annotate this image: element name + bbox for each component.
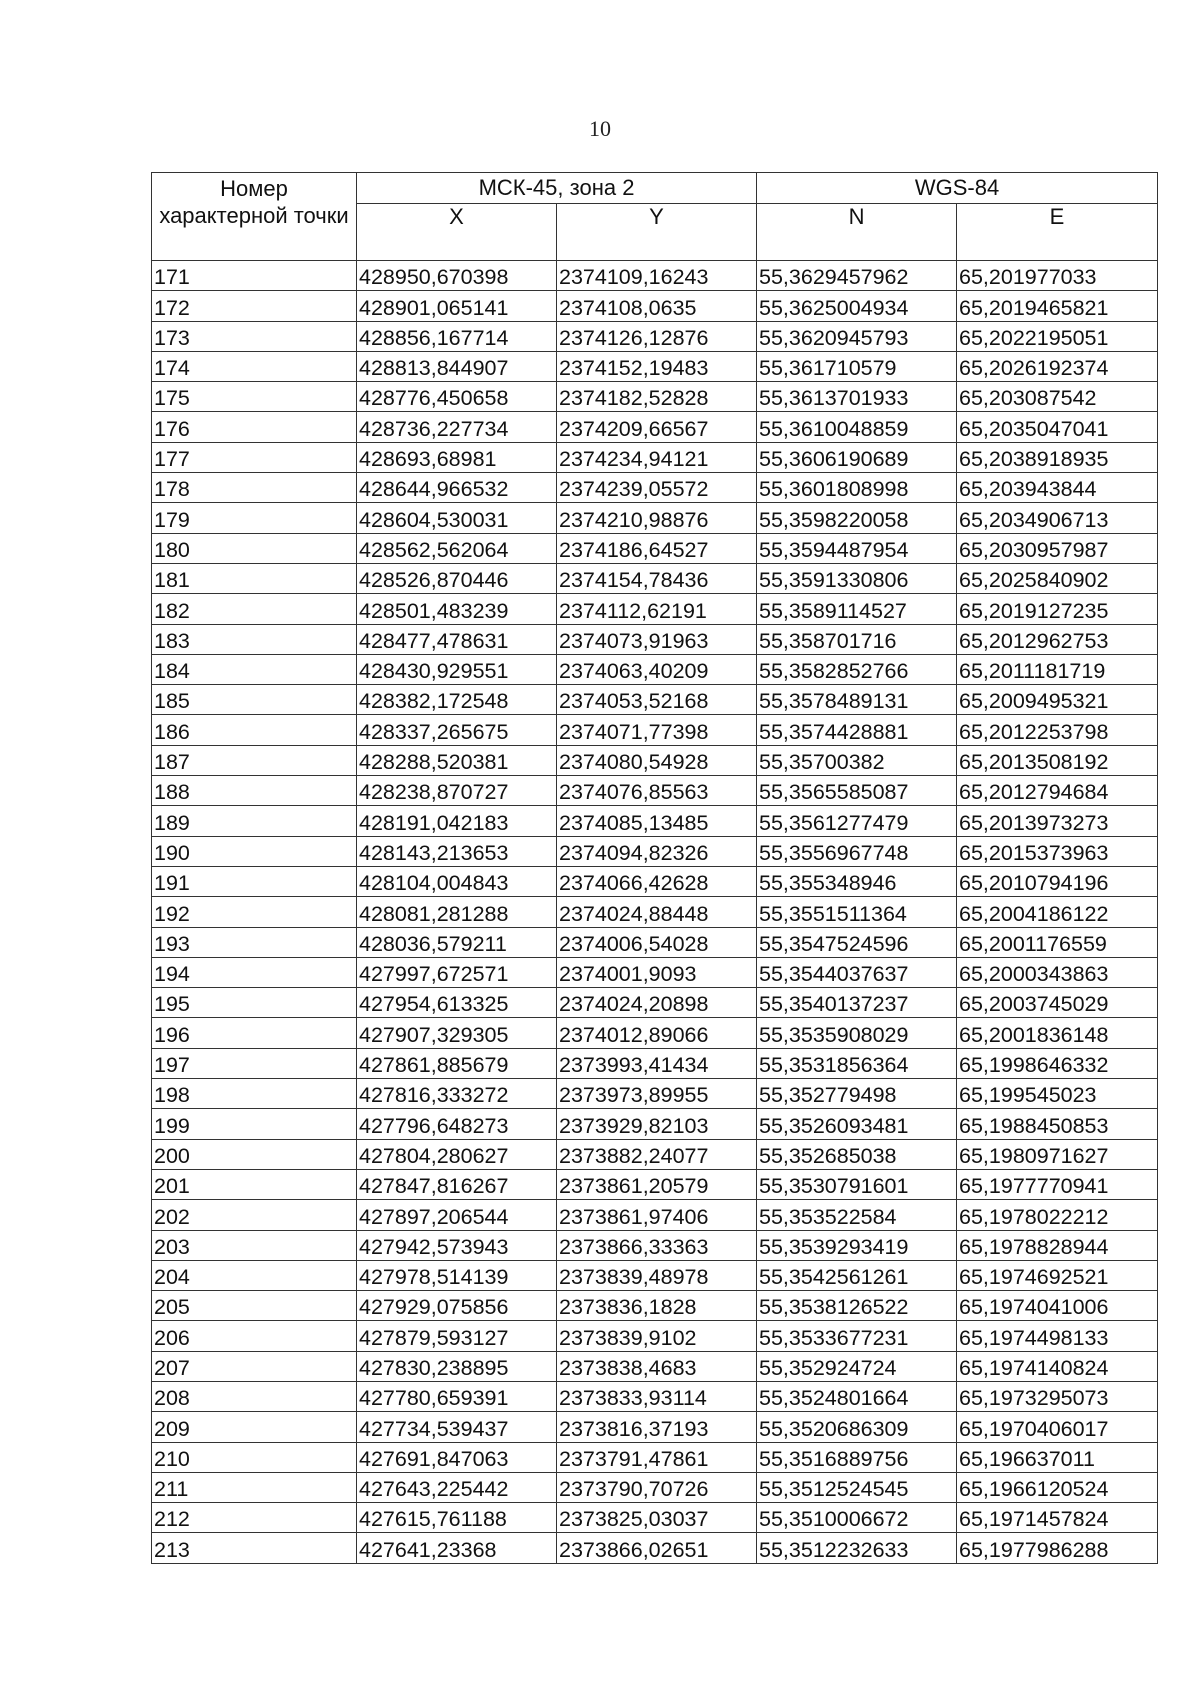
y-cell: 2374094,82326 xyxy=(557,836,757,866)
table-row xyxy=(152,1200,1158,1230)
point-number-cell: 200 xyxy=(152,1139,357,1169)
x-cell: 427734,539437 xyxy=(357,1412,557,1442)
point-number-cell: 177 xyxy=(152,442,357,472)
table-row xyxy=(152,1381,1158,1411)
n-cell: 55,3589114527 xyxy=(757,594,957,624)
x-cell: 428901,065141 xyxy=(357,291,557,321)
y-cell: 2374006,54028 xyxy=(557,927,757,957)
table-row xyxy=(152,806,1158,836)
x-cell: 427942,573943 xyxy=(357,1230,557,1260)
y-cell: 2373825,03037 xyxy=(557,1503,757,1533)
n-cell: 55,3547524596 xyxy=(757,927,957,957)
n-cell: 55,3610048859 xyxy=(757,412,957,442)
x-cell: 427643,225442 xyxy=(357,1472,557,1502)
point-number-cell: 205 xyxy=(152,1291,357,1321)
n-cell: 55,3591330806 xyxy=(757,563,957,593)
n-cell: 55,3594487954 xyxy=(757,533,957,563)
n-cell: 55,358701716 xyxy=(757,624,957,654)
point-number-cell: 189 xyxy=(152,806,357,836)
y-cell: 2374109,16243 xyxy=(557,261,757,291)
y-cell: 2374152,19483 xyxy=(557,351,757,381)
n-cell: 55,3531856364 xyxy=(757,1048,957,1078)
table-row xyxy=(152,957,1158,987)
point-number-cell: 201 xyxy=(152,1169,357,1199)
e-cell: 65,1977986288 xyxy=(957,1533,1158,1563)
coordinates-table xyxy=(151,172,1158,1564)
x-cell: 428191,042183 xyxy=(357,806,557,836)
table-row xyxy=(152,866,1158,896)
point-number-cell: 195 xyxy=(152,988,357,1018)
table-row xyxy=(152,1472,1158,1502)
x-cell: 427847,816267 xyxy=(357,1169,557,1199)
point-number-cell: 213 xyxy=(152,1533,357,1563)
x-cell: 428693,68981 xyxy=(357,442,557,472)
table-row xyxy=(152,291,1158,321)
x-cell: 427780,659391 xyxy=(357,1381,557,1411)
e-cell: 65,2013508192 xyxy=(957,745,1158,775)
point-number-cell: 202 xyxy=(152,1200,357,1230)
x-cell: 428562,562064 xyxy=(357,533,557,563)
table-row xyxy=(152,1412,1158,1442)
point-number-cell: 181 xyxy=(152,563,357,593)
point-number-cell: 174 xyxy=(152,351,357,381)
e-cell: 65,2015373963 xyxy=(957,836,1158,866)
y-cell: 2374071,77398 xyxy=(557,715,757,745)
e-cell: 65,2009495321 xyxy=(957,685,1158,715)
point-number-cell: 207 xyxy=(152,1351,357,1381)
x-cell: 427907,329305 xyxy=(357,1018,557,1048)
table-row xyxy=(152,442,1158,472)
point-number-cell: 183 xyxy=(152,624,357,654)
y-cell: 2374080,54928 xyxy=(557,745,757,775)
point-number-cell: 210 xyxy=(152,1442,357,1472)
y-cell: 2373866,33363 xyxy=(557,1230,757,1260)
y-cell: 2373839,48978 xyxy=(557,1260,757,1290)
n-cell: 55,3520686309 xyxy=(757,1412,957,1442)
table-row xyxy=(152,1533,1158,1563)
y-cell: 2373929,82103 xyxy=(557,1109,757,1139)
y-cell: 2374154,78436 xyxy=(557,563,757,593)
y-cell: 2374182,52828 xyxy=(557,382,757,412)
n-cell: 55,3625004934 xyxy=(757,291,957,321)
header-e: E xyxy=(957,204,1158,261)
e-cell: 65,2000343863 xyxy=(957,957,1158,987)
n-cell: 55,3620945793 xyxy=(757,321,957,351)
point-number-cell: 209 xyxy=(152,1412,357,1442)
e-cell: 65,196637011 xyxy=(957,1442,1158,1472)
n-cell: 55,3539293419 xyxy=(757,1230,957,1260)
x-cell: 428104,004843 xyxy=(357,866,557,896)
table-row xyxy=(152,927,1158,957)
point-number-cell: 206 xyxy=(152,1321,357,1351)
point-number-cell: 187 xyxy=(152,745,357,775)
table-row xyxy=(152,988,1158,1018)
n-cell: 55,3574428881 xyxy=(757,715,957,745)
x-cell: 428081,281288 xyxy=(357,897,557,927)
n-cell: 55,3540137237 xyxy=(757,988,957,1018)
y-cell: 2374210,98876 xyxy=(557,503,757,533)
n-cell: 55,352924724 xyxy=(757,1351,957,1381)
point-number-cell: 173 xyxy=(152,321,357,351)
x-cell: 427954,613325 xyxy=(357,988,557,1018)
n-cell: 55,3613701933 xyxy=(757,382,957,412)
point-number-cell: 208 xyxy=(152,1381,357,1411)
table-row xyxy=(152,1230,1158,1260)
table-row xyxy=(152,1079,1158,1109)
table-row xyxy=(152,1048,1158,1078)
n-cell: 55,3510006672 xyxy=(757,1503,957,1533)
y-cell: 2373839,9102 xyxy=(557,1321,757,1351)
table-row xyxy=(152,1321,1158,1351)
x-cell: 428776,450658 xyxy=(357,382,557,412)
e-cell: 65,1978828944 xyxy=(957,1230,1158,1260)
table-row xyxy=(152,836,1158,866)
x-cell: 428813,844907 xyxy=(357,351,557,381)
table-row xyxy=(152,321,1158,351)
point-number-cell: 197 xyxy=(152,1048,357,1078)
x-cell: 428238,870727 xyxy=(357,776,557,806)
y-cell: 2374186,64527 xyxy=(557,533,757,563)
y-cell: 2374063,40209 xyxy=(557,654,757,684)
table-row xyxy=(152,654,1158,684)
y-cell: 2373993,41434 xyxy=(557,1048,757,1078)
table-row xyxy=(152,1109,1158,1139)
e-cell: 65,1978022212 xyxy=(957,1200,1158,1230)
n-cell: 55,352685038 xyxy=(757,1139,957,1169)
e-cell: 65,2003745029 xyxy=(957,988,1158,1018)
y-cell: 2373973,89955 xyxy=(557,1079,757,1109)
e-cell: 65,2019127235 xyxy=(957,594,1158,624)
n-cell: 55,3542561261 xyxy=(757,1260,957,1290)
point-number-cell: 188 xyxy=(152,776,357,806)
point-number-cell: 212 xyxy=(152,1503,357,1533)
point-number-cell: 204 xyxy=(152,1260,357,1290)
e-cell: 65,2011181719 xyxy=(957,654,1158,684)
y-cell: 2374012,89066 xyxy=(557,1018,757,1048)
e-cell: 65,2013973273 xyxy=(957,806,1158,836)
n-cell: 55,3601808998 xyxy=(757,473,957,503)
point-number-cell: 192 xyxy=(152,897,357,927)
x-cell: 427978,514139 xyxy=(357,1260,557,1290)
x-cell: 427816,333272 xyxy=(357,1079,557,1109)
n-cell: 55,3629457962 xyxy=(757,261,957,291)
x-cell: 427830,238895 xyxy=(357,1351,557,1381)
table-row xyxy=(152,715,1158,745)
x-cell: 428288,520381 xyxy=(357,745,557,775)
point-number-cell: 199 xyxy=(152,1109,357,1139)
y-cell: 2374126,12876 xyxy=(557,321,757,351)
n-cell: 55,3578489131 xyxy=(757,685,957,715)
n-cell: 55,3526093481 xyxy=(757,1109,957,1139)
point-number-cell: 172 xyxy=(152,291,357,321)
x-cell: 428526,870446 xyxy=(357,563,557,593)
point-number-cell: 196 xyxy=(152,1018,357,1048)
table-row xyxy=(152,624,1158,654)
e-cell: 65,1973295073 xyxy=(957,1381,1158,1411)
table-row xyxy=(152,745,1158,775)
table-row xyxy=(152,1351,1158,1381)
n-cell: 55,3561277479 xyxy=(757,806,957,836)
x-cell: 428382,172548 xyxy=(357,685,557,715)
table-row xyxy=(152,776,1158,806)
x-cell: 427997,672571 xyxy=(357,957,557,987)
n-cell: 55,3533677231 xyxy=(757,1321,957,1351)
x-cell: 428736,227734 xyxy=(357,412,557,442)
table-row xyxy=(152,503,1158,533)
x-cell: 427641,23368 xyxy=(357,1533,557,1563)
n-cell: 55,3606190689 xyxy=(757,442,957,472)
n-cell: 55,3512524545 xyxy=(757,1472,957,1502)
e-cell: 65,2001176559 xyxy=(957,927,1158,957)
table-row xyxy=(152,563,1158,593)
e-cell: 65,2022195051 xyxy=(957,321,1158,351)
n-cell: 55,3524801664 xyxy=(757,1381,957,1411)
y-cell: 2374108,0635 xyxy=(557,291,757,321)
n-cell: 55,3535908029 xyxy=(757,1018,957,1048)
x-cell: 428950,670398 xyxy=(357,261,557,291)
point-number-cell: 184 xyxy=(152,654,357,684)
e-cell: 65,1974692521 xyxy=(957,1260,1158,1290)
e-cell: 65,2026192374 xyxy=(957,351,1158,381)
x-cell: 427897,206544 xyxy=(357,1200,557,1230)
y-cell: 2374239,05572 xyxy=(557,473,757,503)
table-row xyxy=(152,685,1158,715)
e-cell: 65,2004186122 xyxy=(957,897,1158,927)
e-cell: 65,201977033 xyxy=(957,261,1158,291)
e-cell: 65,2012794684 xyxy=(957,776,1158,806)
table-row xyxy=(152,473,1158,503)
x-cell: 427615,761188 xyxy=(357,1503,557,1533)
e-cell: 65,203943844 xyxy=(957,473,1158,503)
y-cell: 2373861,20579 xyxy=(557,1169,757,1199)
e-cell: 65,1966120524 xyxy=(957,1472,1158,1502)
e-cell: 65,1971457824 xyxy=(957,1503,1158,1533)
e-cell: 65,1998646332 xyxy=(957,1048,1158,1078)
x-cell: 427691,847063 xyxy=(357,1442,557,1472)
y-cell: 2374209,66567 xyxy=(557,412,757,442)
n-cell: 55,3582852766 xyxy=(757,654,957,684)
x-cell: 428604,530031 xyxy=(357,503,557,533)
point-number-cell: 194 xyxy=(152,957,357,987)
table-row xyxy=(152,1169,1158,1199)
y-cell: 2373838,4683 xyxy=(557,1351,757,1381)
e-cell: 65,199545023 xyxy=(957,1079,1158,1109)
x-cell: 427804,280627 xyxy=(357,1139,557,1169)
y-cell: 2374076,85563 xyxy=(557,776,757,806)
e-cell: 65,2001836148 xyxy=(957,1018,1158,1048)
table-row xyxy=(152,1442,1158,1472)
e-cell: 65,1974498133 xyxy=(957,1321,1158,1351)
x-cell: 428143,213653 xyxy=(357,836,557,866)
point-number-cell: 175 xyxy=(152,382,357,412)
e-cell: 65,2035047041 xyxy=(957,412,1158,442)
e-cell: 65,1988450853 xyxy=(957,1109,1158,1139)
x-cell: 428644,966532 xyxy=(357,473,557,503)
table-row xyxy=(152,382,1158,412)
x-cell: 428501,483239 xyxy=(357,594,557,624)
e-cell: 65,2019465821 xyxy=(957,291,1158,321)
y-cell: 2374112,62191 xyxy=(557,594,757,624)
n-cell: 55,3512232633 xyxy=(757,1533,957,1563)
x-cell: 428856,167714 xyxy=(357,321,557,351)
e-cell: 65,1970406017 xyxy=(957,1412,1158,1442)
table-body xyxy=(152,261,1158,1564)
header-wgs-group: WGS-84 xyxy=(757,173,1158,204)
point-number-cell: 191 xyxy=(152,866,357,896)
n-cell: 55,3516889756 xyxy=(757,1442,957,1472)
x-cell: 428036,579211 xyxy=(357,927,557,957)
table-row xyxy=(152,1139,1158,1169)
e-cell: 65,1974041006 xyxy=(957,1291,1158,1321)
table-header xyxy=(152,173,1158,261)
point-number-cell: 176 xyxy=(152,412,357,442)
e-cell: 65,2012253798 xyxy=(957,715,1158,745)
header-point-number: Номер характерной точки xyxy=(152,173,357,261)
table-row xyxy=(152,412,1158,442)
point-number-cell: 198 xyxy=(152,1079,357,1109)
point-number-cell: 211 xyxy=(152,1472,357,1502)
n-cell: 55,3556967748 xyxy=(757,836,957,866)
x-cell: 427929,075856 xyxy=(357,1291,557,1321)
n-cell: 55,352779498 xyxy=(757,1079,957,1109)
table-row xyxy=(152,1260,1158,1290)
y-cell: 2373882,24077 xyxy=(557,1139,757,1169)
table-row xyxy=(152,1018,1158,1048)
point-number-cell: 171 xyxy=(152,261,357,291)
y-cell: 2373816,37193 xyxy=(557,1412,757,1442)
n-cell: 55,3538126522 xyxy=(757,1291,957,1321)
point-number-cell: 179 xyxy=(152,503,357,533)
y-cell: 2374024,20898 xyxy=(557,988,757,1018)
point-number-cell: 193 xyxy=(152,927,357,957)
x-cell: 428430,929551 xyxy=(357,654,557,684)
x-cell: 427796,648273 xyxy=(357,1109,557,1139)
table-row xyxy=(152,1291,1158,1321)
table-row xyxy=(152,897,1158,927)
y-cell: 2373866,02651 xyxy=(557,1533,757,1563)
e-cell: 65,203087542 xyxy=(957,382,1158,412)
n-cell: 55,3551511364 xyxy=(757,897,957,927)
header-n: N xyxy=(757,204,957,261)
e-cell: 65,2025840902 xyxy=(957,563,1158,593)
y-cell: 2373833,93114 xyxy=(557,1381,757,1411)
header-x: X xyxy=(357,204,557,261)
table-row xyxy=(152,1503,1158,1533)
x-cell: 427879,593127 xyxy=(357,1321,557,1351)
point-number-cell: 186 xyxy=(152,715,357,745)
e-cell: 65,2012962753 xyxy=(957,624,1158,654)
y-cell: 2374066,42628 xyxy=(557,866,757,896)
table-row xyxy=(152,533,1158,563)
point-number-cell: 180 xyxy=(152,533,357,563)
table-row xyxy=(152,351,1158,381)
x-cell: 428477,478631 xyxy=(357,624,557,654)
n-cell: 55,361710579 xyxy=(757,351,957,381)
page-number: 10 xyxy=(589,116,611,141)
y-cell: 2373791,47861 xyxy=(557,1442,757,1472)
n-cell: 55,3530791601 xyxy=(757,1169,957,1199)
y-cell: 2373861,97406 xyxy=(557,1200,757,1230)
y-cell: 2374053,52168 xyxy=(557,685,757,715)
n-cell: 55,3565585087 xyxy=(757,776,957,806)
point-number-cell: 185 xyxy=(152,685,357,715)
n-cell: 55,355348946 xyxy=(757,866,957,896)
point-number-cell: 203 xyxy=(152,1230,357,1260)
y-cell: 2373836,1828 xyxy=(557,1291,757,1321)
e-cell: 65,1977770941 xyxy=(957,1169,1158,1199)
header-y: Y xyxy=(557,204,757,261)
n-cell: 55,3544037637 xyxy=(757,957,957,987)
e-cell: 65,2030957987 xyxy=(957,533,1158,563)
n-cell: 55,353522584 xyxy=(757,1200,957,1230)
point-number-cell: 190 xyxy=(152,836,357,866)
y-cell: 2374085,13485 xyxy=(557,806,757,836)
n-cell: 55,35700382 xyxy=(757,745,957,775)
y-cell: 2374024,88448 xyxy=(557,897,757,927)
y-cell: 2374001,9093 xyxy=(557,957,757,987)
table-row xyxy=(152,261,1158,291)
y-cell: 2374234,94121 xyxy=(557,442,757,472)
x-cell: 428337,265675 xyxy=(357,715,557,745)
x-cell: 427861,885679 xyxy=(357,1048,557,1078)
e-cell: 65,1974140824 xyxy=(957,1351,1158,1381)
e-cell: 65,2010794196 xyxy=(957,866,1158,896)
table-row xyxy=(152,594,1158,624)
n-cell: 55,3598220058 xyxy=(757,503,957,533)
header-msk-group: МСК-45, зона 2 xyxy=(357,173,757,204)
y-cell: 2374073,91963 xyxy=(557,624,757,654)
point-number-cell: 182 xyxy=(152,594,357,624)
point-number-cell: 178 xyxy=(152,473,357,503)
e-cell: 65,1980971627 xyxy=(957,1139,1158,1169)
y-cell: 2373790,70726 xyxy=(557,1472,757,1502)
e-cell: 65,2034906713 xyxy=(957,503,1158,533)
e-cell: 65,2038918935 xyxy=(957,442,1158,472)
